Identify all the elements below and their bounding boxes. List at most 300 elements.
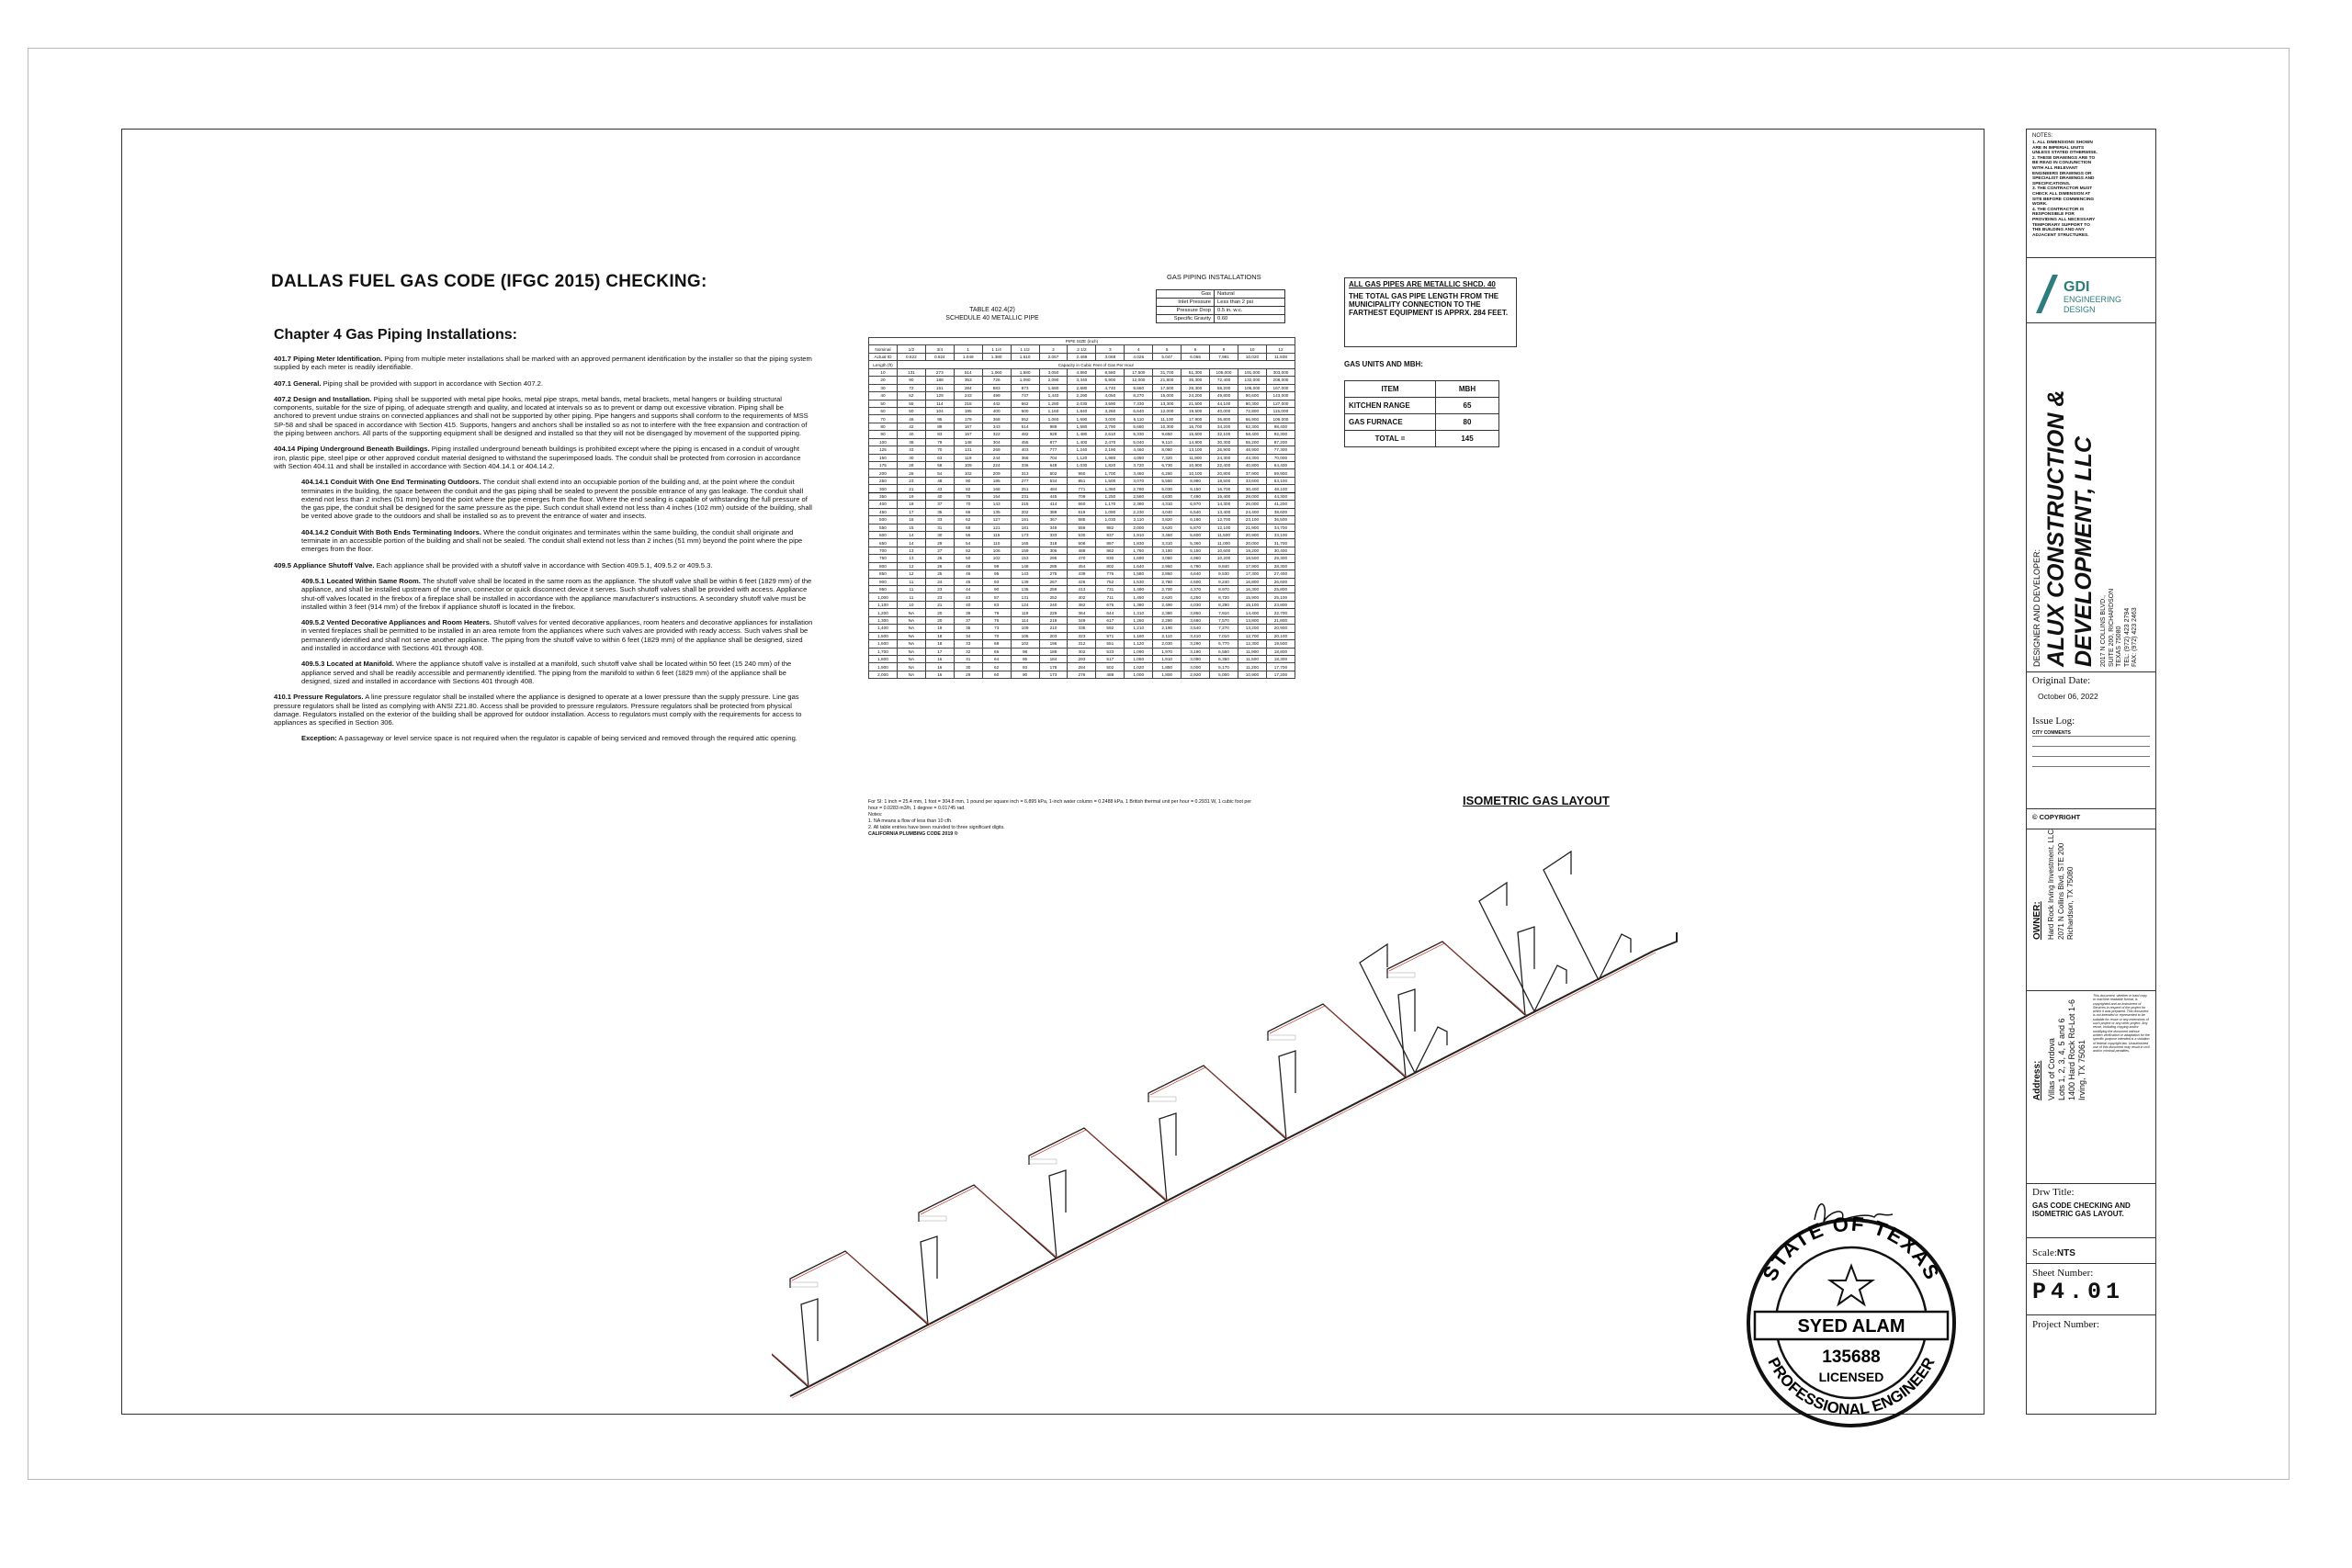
table-cell: 64,400 [1266,462,1295,469]
table-cell: 17,500 [1125,368,1153,376]
table-cell: 2,960 [1153,562,1182,570]
table-cell: 83 [982,601,1011,608]
table-row [869,648,1295,655]
issue-log-label: Issue Log: [2032,716,2075,727]
gas-branch [919,1185,1057,1258]
table-cell: 2,000 [1125,524,1153,531]
code-section [274,734,814,742]
table-cell: 6,170 [1210,663,1238,671]
note-line: 1. ALL DIMENSIONS SHOWN ARE IN IMPERIAL UNITS UNLESS STATED OTHERWISE. [2032,141,2098,156]
owner-block [2027,829,2155,991]
table-cell: 752 [1096,578,1125,585]
code-section [274,478,814,520]
company-address-line: TEXAS 75080 [2116,626,2122,667]
table-cell: 14 [897,539,925,547]
table-cell: 304 [982,438,1011,446]
section-heading: 404.14.2 Conduit With Both Ends Terminating Indoors. [301,527,481,536]
table-cell: 15,600 [1182,431,1210,438]
table-cell: 1,910 [1125,531,1153,538]
table-cell: 413 [1068,586,1096,593]
table-cell: 3,070 [1125,477,1153,484]
table-cell: 24,400 [1238,508,1266,515]
table-cell: 40 [869,392,898,400]
table-cell: 23,800 [1266,601,1295,608]
gas-branch [790,1251,928,1325]
table-cell: 2,190 [1096,446,1125,454]
table-cell: 150 [869,454,898,461]
table-cell: 1,800 [1153,671,1182,678]
table-cell: 20,900 [1238,531,1266,538]
pipe-length-note: THE TOTAL GAS PIPE LENGTH FROM THE MUNICIPALITY CONNECTION TO THE FARTHEST EQUIPMENT IS APPRX. 284 FEET. [1349,292,1509,317]
table-number: TABLE 402.4(2) [969,307,1015,313]
table-cell: 12,700 [1238,632,1266,639]
table-cell: 3,180 [1153,547,1182,554]
table-cell: 1,240 [1068,446,1096,454]
owner-label: OWNER: [2032,901,2042,940]
table-row [869,601,1295,608]
table-cell: 3,050 [1039,368,1068,376]
table-cell: 22,700 [1266,609,1295,616]
table-cell: 50 [897,407,925,414]
table-cell: 15 [897,524,925,531]
table-cell: 4,050 [1125,454,1153,461]
table-cell: 6,550 [1210,648,1238,655]
table-cell: 196 [1039,640,1068,648]
table-cell: 165 [1011,539,1039,547]
table-cell: 16,700 [1210,485,1238,492]
table-cell: 167 [954,423,982,430]
table-cell: 650 [869,539,898,547]
table-cell: 488 [1096,671,1125,678]
nominal-size: 2 [1039,345,1068,353]
gas-upper-branch [1479,883,1534,1011]
table-cell: 19,500 [1266,640,1295,648]
table-cell: 38 [897,438,925,446]
table-cell: 1,120 [1125,640,1153,648]
actual-id: 0.824 [925,353,954,360]
nominal-size: 12 [1266,345,1295,353]
table-cell: 70 [925,446,954,454]
table-cell: 38,600 [1266,508,1295,515]
gas-upper-branch [1360,944,1415,1073]
sheet-number: P4.01 [2032,1279,2125,1305]
table-cell: 100 [869,438,898,446]
table-cell: 33,600 [1238,477,1266,484]
table-cell: 28 [897,462,925,469]
pipe-table-title [928,306,1057,322]
table-cell: 11,900 [1238,648,1266,655]
pipe-note-box [1344,277,1517,347]
table-cell: 937 [1096,531,1125,538]
table-cell: 102 [982,555,1011,562]
section-heading: 404.14.1 Conduit With One End Terminating Outdoors. [301,478,481,487]
gas-installations-title: GAS PIPING INSTALLATIONS [1167,273,1261,281]
engineer-seal [1727,1185,1975,1433]
table-cell: 1,400 [1068,438,1096,446]
nominal-label: Nominal [869,345,898,353]
table-cell: 33 [925,516,954,524]
table-cell: 5,870 [1182,524,1210,531]
table-cell: 106,000 [1266,415,1295,423]
title-block [2026,129,2156,1415]
table-cell: 1,700 [869,648,898,655]
table-cell: 41,200 [1266,501,1295,508]
table-cell: 2,490 [1153,601,1182,608]
table-cell: 9,110 [1153,438,1182,446]
note-1: 1. NA means a flow of less than 10 cfh. [868,818,953,824]
table-cell: 54 [925,469,954,477]
table-cell: 19 [925,625,954,632]
table-cell: 18 [897,501,925,508]
table-cell: 5,030 [1153,485,1182,492]
table-row [869,454,1295,461]
table-cell: 215 [1011,501,1039,508]
property-value: 0.60 [1215,315,1285,323]
table-cell: 7,910 [1210,609,1238,616]
actual-id: 11.938 [1266,353,1295,360]
table-cell: 1,700 [1096,469,1125,477]
table-cell: 1,690 [1125,555,1153,562]
section-heading: 407.1 General. [274,378,322,388]
table-cell: 87,200 [1266,438,1295,446]
table-cell: 17,300 [1238,570,1266,578]
table-cell: 704 [1039,454,1068,461]
table-cell: 269 [982,446,1011,454]
table-cell: 26 [925,562,954,570]
table-cell: 15,400 [1210,492,1238,500]
gas-units-table [1344,380,1499,447]
table-cell: 731 [1096,586,1125,593]
table-cell: 22,400 [1210,462,1238,469]
table-cell: 3,290 [1182,640,1210,648]
table-cell: 34,700 [1266,524,1295,531]
table-cell: 583 [982,384,1011,391]
table-cell: 10,200 [1210,555,1238,562]
table-cell: 68 [982,640,1011,648]
table-row [869,377,1295,384]
table-cell: 32 [954,648,982,655]
table-cell: 72,800 [1238,407,1266,414]
table-cell: 851 [1068,477,1096,484]
table-cell: 13,300 [1153,400,1182,407]
table-cell: 550 [869,524,898,531]
property-row [1157,307,1285,315]
table-cell: 1,120 [1068,454,1096,461]
table-row [869,384,1295,391]
table-cell: 219 [1039,616,1068,624]
date-issue-block [2027,671,2155,809]
gas-properties-table [1156,289,1285,323]
table-cell: 2,280 [1153,616,1182,624]
company-name-1: ALUX CONSTRUCTION & [2043,389,2069,667]
table-cell: 602 [1039,469,1068,477]
table-cell: 5,680 [1125,423,1153,430]
table-cell: 26 [897,469,925,477]
table-cell: 10,300 [1153,423,1182,430]
table-cell: 267 [1039,578,1068,585]
table-cell: 534 [1039,477,1068,484]
company-address [2100,589,2140,667]
table-cell: 802 [1096,562,1125,570]
actual-id: 2.469 [1068,353,1096,360]
table-cell: 181 [1011,524,1039,531]
table-cell: 747 [1011,392,1039,400]
table-cell: 771 [1068,485,1096,492]
table-cell: 76 [982,616,1011,624]
table-cell: 66 [982,648,1011,655]
table-cell: 897 [1096,539,1125,547]
section-text: Piping from multiple meter installations shall be marked with an approved permanent identification by the installer so that the piping system supplied by each meter is readily identifiable. [274,355,812,372]
table-cell: 1,030 [1068,462,1096,469]
table-cell: 70 [982,632,1011,639]
scale-label: Scale: [2032,1247,2057,1258]
table-cell: 48,100 [1266,485,1295,492]
table-cell: 21,800 [1266,616,1295,624]
table-cell: 1,490 [1125,586,1153,593]
nominal-size: 1 1/2 [1011,345,1039,353]
table-cell: 87 [982,593,1011,601]
table-cell: 312 [1068,640,1096,648]
table-cell: 16 [925,663,954,671]
table-cell: 3,460 [1153,531,1182,538]
actual-id: 4.026 [1125,353,1153,360]
table-cell: 191 [1011,516,1039,524]
table-cell: 21,500 [1182,400,1210,407]
table-cell: 2,110 [1153,632,1182,639]
table-cell: 109 [954,462,982,469]
table-cell: NA [897,671,925,678]
table-cell: 12,000 [1125,377,1153,384]
gas-branch-red [921,1187,1058,1258]
table-row [869,462,1295,469]
table-cell: 1,980 [1096,454,1125,461]
table-row [869,640,1295,648]
nominal-size: 1/2 [897,345,925,353]
table-cell: 349 [1039,524,1068,531]
table-cell: 28,300 [1266,562,1295,570]
gas-riser [1049,1170,1066,1258]
table-cell: 20,100 [1266,632,1295,639]
table-cell: 1,310 [1125,609,1153,616]
drawing-title-block [2027,1183,2155,1238]
table-cell: 1,580 [1068,423,1096,430]
table-cell: 43 [954,593,982,601]
note-line: 4. THE CONTRACTOR IS RESPONSIBLE FOR PROVIDING ALL NECESSARY TEMPORARY SUPPORT TO THE BUILDING AND ANY ADJACENT STRUCTURES. [2032,207,2096,238]
section-heading: 409.5 Appliance Shutoff Valve. [274,560,375,570]
seal-profession: PROFESSIONAL ENGINEER [1764,1354,1939,1419]
table-cell: 16,800 [1238,578,1266,585]
table-cell: 2,190 [1153,625,1182,632]
table-cell: 499 [982,392,1011,400]
capacity-label: Capacity in Cubic Feet of Gas Per Hour [897,361,1295,368]
table-cell: 191,000 [1238,368,1266,376]
table-cell: 10 [897,601,925,608]
table-cell: 51,300 [1182,368,1210,376]
code-section [274,395,814,437]
table-cell: 367 [1039,516,1068,524]
table-cell: 2,290 [1068,392,1096,400]
table-cell: 29 [925,539,954,547]
developer-block [2027,322,2155,672]
table-cell: 179 [954,415,982,423]
table-cell: 1,910 [1153,655,1182,662]
table-cell: 3,060 [1153,555,1182,562]
table-cell: 17,900 [1182,415,1210,423]
sheet-block [2027,1264,2155,1315]
table-cell: 1,250 [1096,492,1125,500]
table-cell: 83 [925,431,954,438]
table-cell: 1,690 [1068,415,1096,423]
table-cell: 426 [1068,578,1096,585]
actual-id: 1.049 [954,353,982,360]
table-cell: 44,300 [1238,454,1266,461]
table-cell: 49,800 [1210,392,1238,400]
table-cell: 3,410 [1182,632,1210,639]
table-cell: 4,050 [1096,392,1125,400]
table-row [869,609,1295,616]
table-cell: 16,700 [1182,423,1210,430]
table-cell: 250 [869,477,898,484]
table-row [869,392,1295,400]
table-cell: 48 [925,477,954,484]
table-cell: 1,800 [869,655,898,662]
table-cell: 30 [954,663,982,671]
table-cell: 5,330 [1125,431,1153,438]
table-cell: 5,360 [1182,539,1210,547]
table-cell: 72 [897,384,925,391]
table-cell: 9,530 [1210,570,1238,578]
table-cell: 29 [954,671,982,678]
table-cell: 13,100 [1182,446,1210,454]
table-cell: 619 [1068,508,1096,515]
table-cell: 59 [954,524,982,531]
table-cell: 533 [1096,648,1125,655]
gas-riser [801,1299,818,1387]
table-cell: 90 [1011,671,1039,678]
gas-branch-red [772,1315,810,1387]
gas-branch-red [1031,1130,1169,1201]
actual-id: 0.622 [897,353,925,360]
table-cell: 323 [1068,632,1096,639]
table-cell: 439 [1068,570,1096,578]
table-cell: 64 [982,655,1011,662]
table-cell: 27 [925,547,954,554]
nominal-size: 6 [1182,345,1210,353]
section-text: Piping shall be provided with support in accordance with Section 407.2. [322,378,543,388]
table-cell: 135 [1011,586,1039,593]
appliance-tag [919,1216,946,1221]
table-cell: 36,800 [1210,415,1238,423]
table-cell: 3,820 [1153,516,1182,524]
table-cell: 127,000 [1266,400,1295,407]
table-row [869,539,1295,547]
table-cell: 900 [869,578,898,585]
table-cell: 21 [925,601,954,608]
table-cell: 24,200 [1182,392,1210,400]
table-cell: 1,680 [1039,384,1068,391]
table-cell: 19,500 [1182,407,1210,414]
scale-block [2027,1238,2155,1264]
table-cell: 4,860 [1068,368,1096,376]
table-cell: 80,300 [1238,400,1266,407]
table-cell: 644 [1096,609,1125,616]
table-cell: 203 [1039,632,1068,639]
code-section [274,528,814,554]
table-cell: 556 [1068,524,1096,531]
table-cell: 31 [925,524,954,531]
table-cell: 79 [982,609,1011,616]
table-cell: 5,550 [1153,477,1182,484]
appliance-tag [1148,1097,1176,1101]
table-cell: 4,640 [1182,570,1210,578]
table-cell: 10,100 [1182,469,1210,477]
table-cell: 44,300 [1266,492,1295,500]
table-cell: 285 [1039,562,1068,570]
table-cell: 1,200 [869,609,898,616]
table-cell: 202 [1011,508,1039,515]
table-cell: 37,900 [1238,469,1266,477]
table-cell: 114 [1011,616,1039,624]
table-cell: 188 [925,377,954,384]
table-cell: 15,900 [1238,593,1266,601]
section-heading: 409.5.2 Vented Decorative Appliances and Room Heaters. [301,618,492,627]
table-cell: 30,400 [1266,547,1295,554]
table-cell: 389 [1039,508,1068,515]
table-cell: 31,700 [1266,539,1295,547]
table-cell: 1,060 [1039,415,1068,423]
table-cell: 1,360 [1096,485,1125,492]
table-row [869,368,1295,376]
table-row [869,501,1295,508]
table-cell: 1,300 [869,616,898,624]
table-cell: NA [897,655,925,662]
notes-label: Notes: [868,812,883,818]
table-cell: 46 [954,570,982,578]
table-cell: 104 [925,407,954,414]
table-cell: 333 [1039,531,1068,538]
table-cell: 40,000 [1210,407,1238,414]
section-text: The shutoff valve shall be located in the same room as the appliance. The shutoff valve shall be within 6 feet (1829 mm) of the appliance, and shall be installed upstream of the union, connector or quick disconnect device it serves. Such shutoff valves shall be provided with access. Appliance shut-off valves located in the firebox of a fireplace shall be installed in accordance with the appliance manufacturer's instructions. A secondary shutoff valve must be installed within 3 feet (914 mm) of the firebox if appliance shutoff is located in the firebox. [301,576,812,611]
table-row [869,492,1295,500]
note-line: 2. THESE DRAWINGS ARE TO BE READ IN CONJUNCTION WITH ALL RELEVANT ENGINEERS DRAWINGS OR SPECIALIST DRAWINGS AND SPECIFICATIONS. [2032,155,2096,186]
pipe-material-note: ALL GAS PIPES ARE METALLIC SHCD. 40 [1349,280,1496,288]
table-cell: 90 [954,477,982,484]
table-cell: 8,150 [1182,485,1210,492]
code-section [274,561,814,570]
table-cell: 35,300 [1182,377,1210,384]
table-cell: 1,020 [1125,663,1153,671]
appliance-tag [1268,1035,1295,1040]
gas-riser [921,1236,937,1325]
table-row [869,555,1295,562]
code-sections [274,355,814,750]
table-cell: 18,500 [1210,477,1238,484]
table-cell: 4,740 [1096,384,1125,391]
table-cell: 2,380 [1125,501,1153,508]
table-cell: 58 [925,462,954,469]
table-cell: 79 [925,438,954,446]
gas-branch [1268,1004,1406,1077]
table-cell: 1,830 [1125,539,1153,547]
table-row [869,531,1295,538]
table-cell: 800 [869,562,898,570]
section-text: The conduit shall extend into an occupiable portion of the building and, at the point where the conduit terminates in the building, the space between the conduit and the gas piping shall be sealed to prevent the possible entrance of any gas leakage. The conduit shall extend not less than 2 inches (51 mm) beyond the point where the pipe emerges from the floor. Where the end sealing is capable of withstanding the full pressure of the gas pipe, the conduit shall be designed for the same pressure as the pipe. Such conduit shall extend not less than 4 inches (102 mm) outside of the building, shall be vented above grade to the outdoors and shall be installed so as to prevent the entrance of water and insects. [301,478,812,521]
table-cell: 552 [1011,415,1039,423]
table-cell: 830 [1096,555,1125,562]
units-title: GAS UNITS AND MBH: [1344,360,1423,368]
table-row [869,431,1295,438]
table-cell: 224 [982,462,1011,469]
